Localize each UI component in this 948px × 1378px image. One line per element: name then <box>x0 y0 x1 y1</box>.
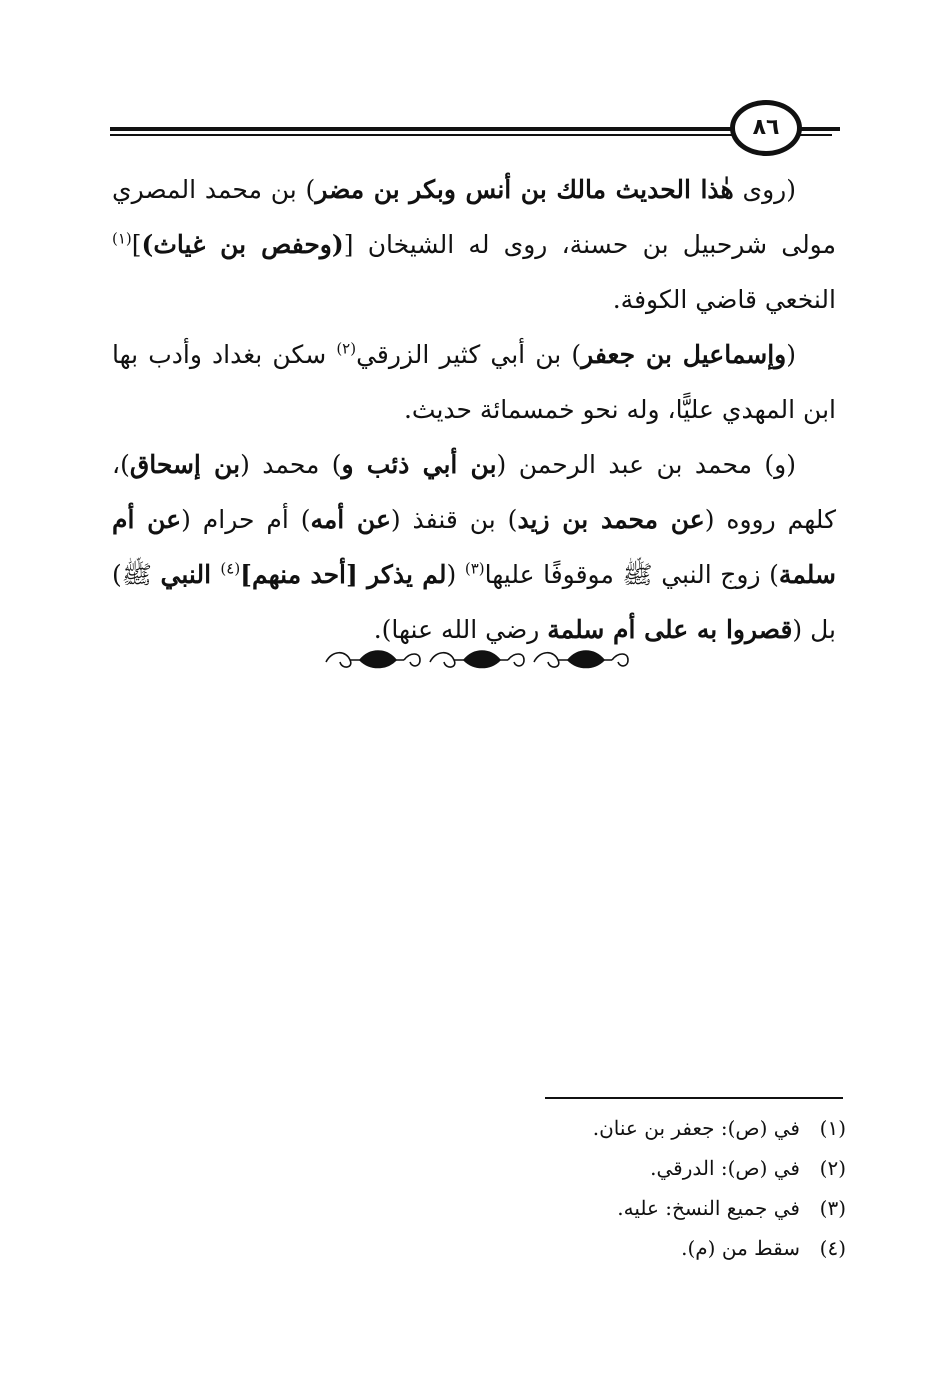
footnote-number: (١) <box>819 1116 846 1140</box>
footnote-item <box>430 1108 846 1148</box>
footnotes <box>430 1108 846 1268</box>
footnote-item <box>430 1188 846 1228</box>
footnote-ref-4[interactable]: (٤) <box>220 559 241 578</box>
text-span: ) بن أبي كثير الزرقي <box>356 340 582 369</box>
footnote-text: في (ص): الدرقي. <box>650 1156 800 1180</box>
bold-span: عن محمد بن زيد <box>517 505 705 534</box>
text-span: )، كلهم رووه ( <box>112 450 836 534</box>
text-span: (و) محمد بن عبد الرحمن ( <box>496 450 796 479</box>
header-rule-right-thin <box>800 134 832 136</box>
paragraph-1 <box>112 162 836 327</box>
text-span: ( <box>786 340 797 369</box>
text-span: ) بن قنفذ ( <box>390 505 518 534</box>
bold-span: عن أمه <box>310 505 391 534</box>
ornament-unit <box>534 651 628 668</box>
bold-span: قصروا به على أم سلمة <box>547 615 793 644</box>
footnote-ref-2[interactable]: (٢) <box>336 339 357 358</box>
text-span: ) أم حرام ( <box>181 505 311 534</box>
bold-span: وإسماعيل بن جعفر <box>581 340 787 369</box>
footnote-number: (٤) <box>819 1236 846 1260</box>
header-rule-thin <box>110 134 735 136</box>
text-span: النخعي قاضي الكوفة. <box>612 285 836 314</box>
bold-span: النبي <box>160 560 221 589</box>
paragraph-2 <box>112 327 836 437</box>
text-span: ] <box>131 230 142 259</box>
bold-span: (وحفص بن غياث) <box>141 230 344 259</box>
floral-ornament-icon <box>320 640 632 676</box>
footnote-ref-1[interactable]: (١) <box>112 229 132 248</box>
paragraph-3 <box>112 437 836 657</box>
footnote-text: في (ص): جعفر بن عنان. <box>592 1116 800 1140</box>
page-number-badge <box>730 100 802 156</box>
text-span: ﷺ) بل ( <box>112 560 836 644</box>
header-rule-thick <box>110 127 735 131</box>
footnote-ref-3[interactable]: (٣) <box>464 559 485 578</box>
text-span: ) زوج النبي ﷺ موقوفًا عليها <box>484 560 779 589</box>
header-rule-right <box>800 127 840 131</box>
text-span: ( <box>446 560 465 589</box>
bold-span: عن أم سلمة <box>112 505 837 589</box>
page-header <box>110 100 840 160</box>
footnote-item <box>430 1228 846 1268</box>
footnote-separator <box>545 1097 843 1099</box>
main-text <box>112 162 836 657</box>
bold-span: بن أبي ذئب و <box>341 450 497 479</box>
ornament-unit <box>430 651 524 668</box>
text-span: رضي الله عنها). <box>373 615 548 644</box>
footnote-text: في جميع النسخ: عليه. <box>617 1196 800 1220</box>
bold-span: لم يذكر [أحد منهم] <box>240 560 447 589</box>
bold-span: بن إسحاق <box>129 450 241 479</box>
footnote-text: سقط من (م). <box>681 1236 800 1260</box>
footnote-number: (٣) <box>819 1196 846 1220</box>
ornament-unit <box>326 651 420 668</box>
text-span: ) محمد ( <box>240 450 342 479</box>
footnote-number: (٢) <box>819 1156 846 1180</box>
text-span: ) بن محمد المصري مولى شرحبيل بن حسنة، روى له الشيخان [ <box>112 175 836 259</box>
bold-span: هٰذا الحديث مالك بن أنس وبكر بن مضر <box>315 175 734 204</box>
footnote-item <box>430 1148 846 1188</box>
text-span: سكن بغداد وأدب بها ابن المهدي عليًّا، وله نحو خمسمائة حديث. <box>112 340 836 424</box>
page-number: ٨٦ <box>752 115 780 140</box>
text-span: (روى <box>733 175 797 204</box>
